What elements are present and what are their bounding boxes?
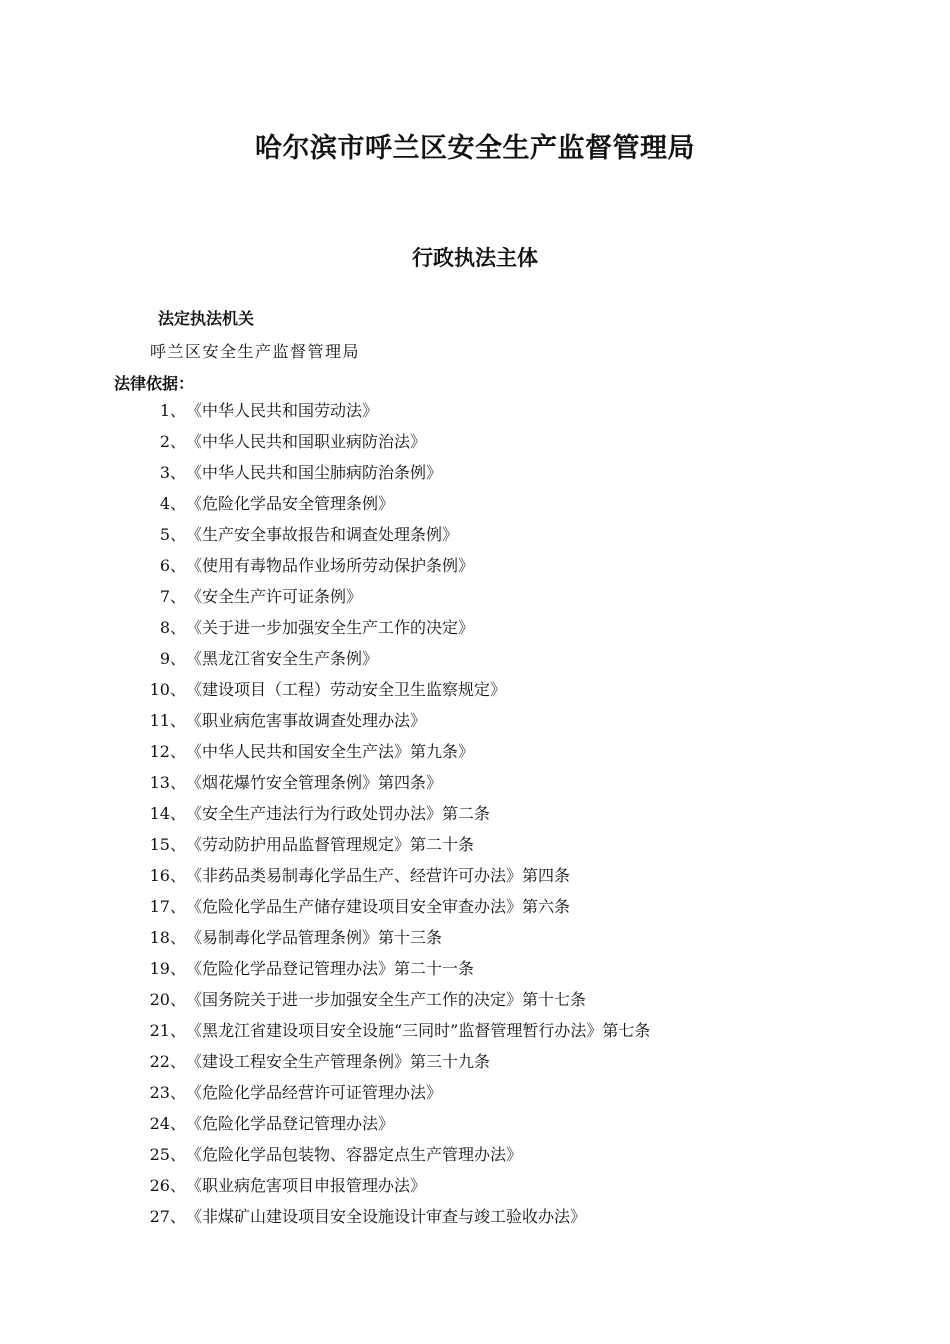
law-title: 《烟花爆竹安全管理条例》第四条》 xyxy=(186,773,443,792)
law-item xyxy=(0,1139,522,1170)
law-item xyxy=(0,1077,442,1108)
law-title: 《中华人民共和国安全生产法》第九条》 xyxy=(186,742,475,761)
org-title: 哈尔滨市呼兰区安全生产监督管理局 xyxy=(255,133,695,164)
law-number: 16、 xyxy=(149,866,186,885)
law-number: 12、 xyxy=(149,742,186,761)
law-item xyxy=(0,798,490,829)
law-number: 1、 xyxy=(159,401,186,420)
law-number: 17、 xyxy=(149,897,186,916)
law-item xyxy=(0,1015,650,1046)
law-item xyxy=(0,1170,426,1201)
law-item xyxy=(0,767,442,798)
agency-heading: 法定执法机关 xyxy=(158,309,255,328)
law-item xyxy=(0,1201,586,1232)
law-item xyxy=(0,488,394,519)
law-number: 11、 xyxy=(149,711,186,730)
law-number: 6、 xyxy=(159,556,186,575)
law-item xyxy=(0,395,378,426)
law-item xyxy=(0,643,378,674)
law-number: 20、 xyxy=(149,990,186,1009)
law-item xyxy=(0,1046,490,1077)
law-title: 《中华人民共和国职业病防治法》 xyxy=(186,432,427,451)
law-number: 5、 xyxy=(159,525,186,544)
law-title: 《危险化学品经营许可证管理办法》 xyxy=(186,1083,443,1102)
law-number: 23、 xyxy=(149,1083,186,1102)
law-title: 《黑龙江省安全生产条例》 xyxy=(186,649,379,668)
law-number: 7、 xyxy=(159,587,186,606)
law-item xyxy=(0,891,570,922)
law-number: 14、 xyxy=(149,804,186,823)
law-title: 《黑龙江省建设项目安全设施“三同时”监督管理暂行办法》第七条 xyxy=(186,1021,651,1040)
law-title: 《劳动防护用品监督管理规定》第二十条 xyxy=(186,835,475,854)
law-number: 3、 xyxy=(159,463,186,482)
law-number: 21、 xyxy=(149,1021,186,1040)
law-title: 《国务院关于进一步加强安全生产工作的决定》第十七条 xyxy=(186,990,587,1009)
law-title: 《危险化学品登记管理办法》第二十一条 xyxy=(186,959,475,978)
law-number: 4、 xyxy=(159,494,186,513)
law-item xyxy=(0,984,586,1015)
law-number: 25、 xyxy=(149,1145,186,1164)
law-item xyxy=(0,829,474,860)
law-number: 2、 xyxy=(159,432,186,451)
law-item xyxy=(0,860,570,891)
law-title: 《职业病危害事故调查处理办法》 xyxy=(186,711,427,730)
law-item xyxy=(0,581,362,612)
law-number: 24、 xyxy=(149,1114,186,1133)
law-title: 《建设工程安全生产管理条例》第三十九条 xyxy=(186,1052,491,1071)
law-title: 《危险化学品生产储存建设项目安全审查办法》第六条 xyxy=(186,897,571,916)
legal-basis-label: 法律依据： xyxy=(114,374,195,393)
law-number: 8、 xyxy=(159,618,186,637)
law-title: 《使用有毒物品作业场所劳动保护条例》 xyxy=(186,556,475,575)
law-number: 10、 xyxy=(149,680,186,699)
law-title: 《关于进一步加强安全生产工作的决定》 xyxy=(186,618,475,637)
law-title: 《建设项目（工程）劳动安全卫生监察规定》 xyxy=(186,680,507,699)
law-number: 18、 xyxy=(149,928,186,947)
law-item xyxy=(0,457,442,488)
law-title: 《危险化学品登记管理办法》 xyxy=(186,1114,395,1133)
law-number: 15、 xyxy=(149,835,186,854)
law-item xyxy=(0,736,474,767)
law-title: 《生产安全事故报告和调查处理条例》 xyxy=(186,525,459,544)
law-title: 《中华人民共和国尘肺病防治条例》 xyxy=(186,463,443,482)
law-title: 《安全生产违法行为行政处罚办法》第二条 xyxy=(186,804,491,823)
law-item xyxy=(0,519,458,550)
agency-name: 呼兰区安全生产监督管理局 xyxy=(150,342,361,361)
section-title: 行政执法主体 xyxy=(412,246,538,270)
law-item xyxy=(0,922,442,953)
law-item xyxy=(0,953,474,984)
law-item xyxy=(0,705,426,736)
law-title: 《职业病危害项目申报管理办法》 xyxy=(186,1176,427,1195)
law-item xyxy=(0,550,474,581)
law-title: 《中华人民共和国劳动法》 xyxy=(186,401,379,420)
law-number: 27、 xyxy=(149,1207,186,1226)
law-item xyxy=(0,612,474,643)
law-title: 《易制毒化学品管理条例》第十三条 xyxy=(186,928,443,947)
law-item xyxy=(0,426,426,457)
law-number: 22、 xyxy=(149,1052,186,1071)
law-title: 《危险化学品包装物、容器定点生产管理办法》 xyxy=(186,1145,523,1164)
law-number: 19、 xyxy=(149,959,186,978)
law-item xyxy=(0,674,506,705)
law-number: 26、 xyxy=(149,1176,186,1195)
law-title: 《安全生产许可证条例》 xyxy=(186,587,363,606)
law-number: 13、 xyxy=(149,773,186,792)
law-title: 《非煤矿山建设项目安全设施设计审查与竣工验收办法》 xyxy=(186,1207,587,1226)
law-item xyxy=(0,1108,394,1139)
law-number: 9、 xyxy=(159,649,186,668)
law-title: 《危险化学品安全管理条例》 xyxy=(186,494,395,513)
law-title: 《非药品类易制毒化学品生产、经营许可办法》第四条 xyxy=(186,866,571,885)
